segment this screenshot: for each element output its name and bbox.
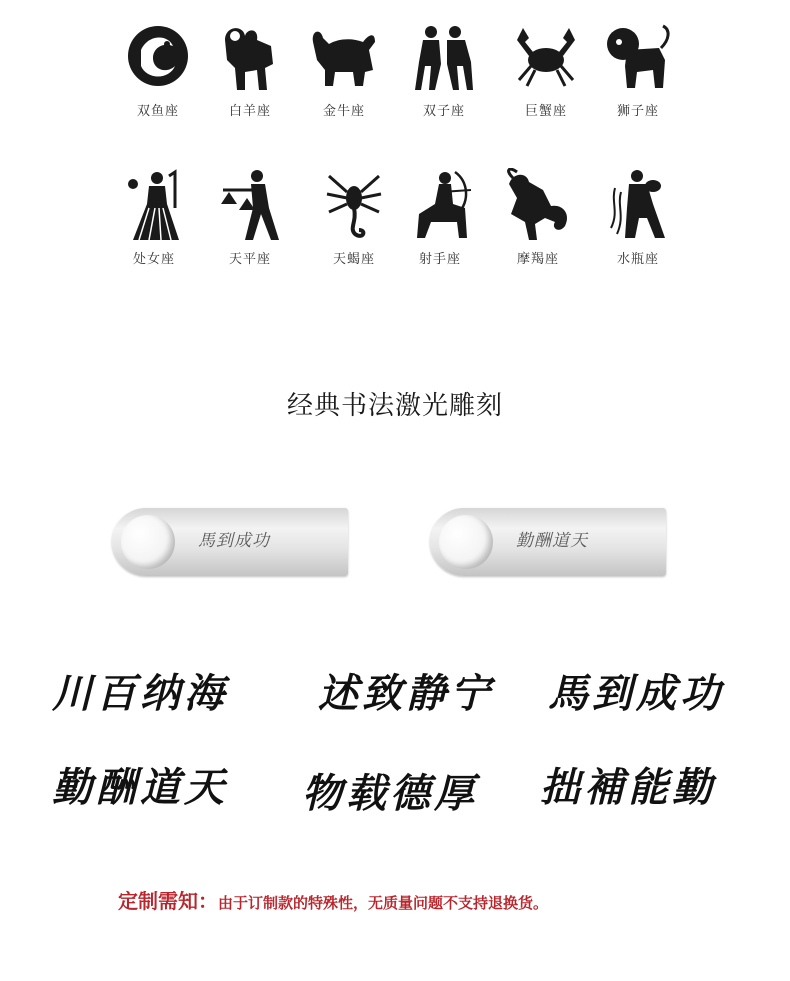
zodiac-label: 摩羯座 (516, 252, 559, 267)
zodiac-item-capricorn (500, 168, 576, 267)
calligraphy-sample: 物载德厚 (302, 770, 478, 817)
zodiac-item-leo (600, 20, 676, 119)
pisces-icon (123, 20, 193, 94)
zodiac-item-libra (212, 168, 288, 267)
notice-text: 由于订制款的特殊性，无质量问题不支持退换货。 (218, 894, 549, 912)
calligraphy-sample: 川百纳海 (52, 670, 228, 717)
calligraphy-sample: 拙補能勤 (540, 764, 716, 811)
zodiac-label: 天蝎座 (332, 252, 375, 267)
cancer-icon (511, 20, 581, 94)
usb-keyring-hole (439, 515, 493, 569)
usb-drive (112, 508, 348, 576)
zodiac-label: 处女座 (132, 252, 175, 267)
zodiac-label: 金牛座 (322, 104, 365, 119)
zodiac-label: 双子座 (422, 104, 465, 119)
zodiac-item-aquarius (600, 168, 676, 267)
calligraphy-sample: 馬到成功 (548, 670, 724, 717)
virgo-icon (119, 168, 189, 242)
zodiac-label: 狮子座 (616, 104, 659, 119)
sagittarius-icon (405, 168, 475, 242)
taurus-icon (309, 20, 379, 94)
usb-engraving: 馬到成功 (198, 531, 270, 551)
zodiac-item-gemini (406, 20, 482, 119)
zodiac-label: 射手座 (418, 252, 461, 267)
zodiac-item-sagittarius (402, 168, 478, 267)
libra-icon (215, 168, 285, 242)
zodiac-item-cancer (508, 20, 584, 119)
zodiac-item-scorpio (316, 168, 392, 267)
leo-icon (603, 20, 673, 94)
gemini-icon (409, 20, 479, 94)
zodiac-label: 双鱼座 (136, 104, 179, 119)
zodiac-row-1 (0, 20, 790, 130)
usb-drive (430, 508, 666, 576)
usb-keyring-hole (121, 515, 175, 569)
usb-engraving: 勤酬道天 (516, 531, 588, 551)
capricorn-icon (503, 168, 573, 242)
custom-order-notice (118, 885, 738, 914)
zodiac-item-taurus (306, 20, 382, 119)
aries-icon (215, 20, 285, 94)
zodiac-label: 白羊座 (228, 104, 271, 119)
aquarius-icon (603, 168, 673, 242)
calligraphy-sample: 勤酬道天 (52, 764, 228, 811)
section-title: 经典书法激光雕刻 (286, 391, 503, 421)
scorpio-icon (319, 168, 389, 242)
notice-label: 定制需知： (118, 889, 218, 913)
zodiac-item-virgo (116, 168, 192, 267)
zodiac-row-2 (0, 168, 790, 278)
zodiac-label: 巨蟹座 (524, 104, 567, 119)
calligraphy-sample: 述致静宁 (318, 670, 494, 717)
zodiac-item-aries (212, 20, 288, 119)
zodiac-item-pisces (120, 20, 196, 119)
zodiac-label: 水瓶座 (616, 252, 659, 267)
zodiac-label: 天平座 (228, 252, 271, 267)
